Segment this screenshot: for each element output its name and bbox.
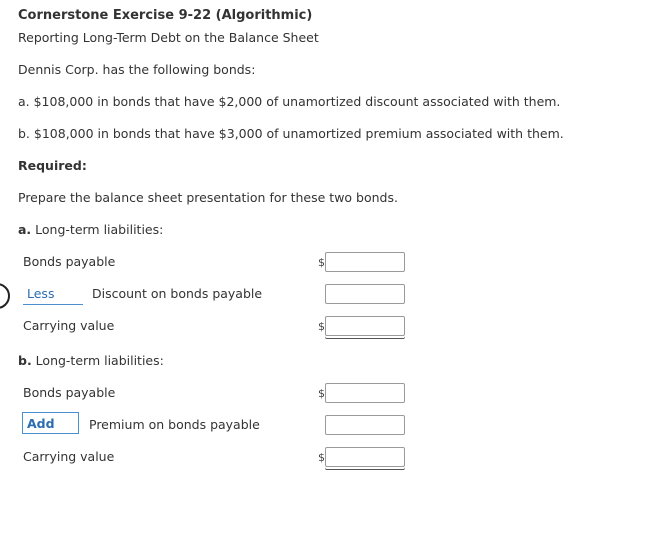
section-a-bonds-currency: $ [318,256,325,269]
section-b-carrying-currency: $ [318,451,325,464]
section-b-adjust-input[interactable] [325,415,405,435]
exercise-subtitle: Reporting Long-Term Debt on the Balance Sheet [18,30,319,45]
section-a-carrying-input[interactable] [325,316,405,336]
exercise-title: Cornerstone Exercise 9-22 (Algorithmic) [18,8,313,23]
section-b-carrying-input[interactable] [325,447,405,467]
section-b-heading-text: Long-term liabilities: [31,353,164,368]
section-b-bonds-input[interactable] [325,383,405,403]
problem-intro: Dennis Corp. has the following bonds: [18,62,256,77]
section-a-heading-text: Long-term liabilities: [31,222,164,237]
section-b-bonds-label: Bonds payable [23,385,116,400]
section-a-letter: a. [18,222,32,237]
section-b-letter: b. [18,353,32,368]
section-a-adjust-input[interactable] [325,284,405,304]
required-label: Required: [18,158,87,173]
cursor-circle-indicator [0,283,10,309]
section-b-operator-select[interactable]: Add [22,412,79,434]
instruction-text: Prepare the balance sheet presentation for these two bonds. [18,190,398,205]
section-a-carrying-label: Carrying value [23,318,115,333]
problem-item-b: b. $108,000 in bonds that have $3,000 of unamortized premium associated with them. [18,126,564,141]
section-b-bonds-currency: $ [318,387,325,400]
section-a-carrying-currency: $ [318,320,325,333]
section-b-adjust-label: Premium on bonds payable [89,417,260,432]
section-a-adjust-label: Discount on bonds payable [92,286,263,301]
section-a-bonds-label: Bonds payable [23,254,116,269]
section-b-heading [18,353,164,368]
section-a-bonds-input[interactable] [325,252,405,272]
section-a-operator-select[interactable]: Less [23,283,83,305]
problem-item-a: a. $108,000 in bonds that have $2,000 of unamortized discount associated with them. [18,94,561,109]
section-b-carrying-label: Carrying value [23,449,115,464]
section-a-heading [18,222,163,237]
